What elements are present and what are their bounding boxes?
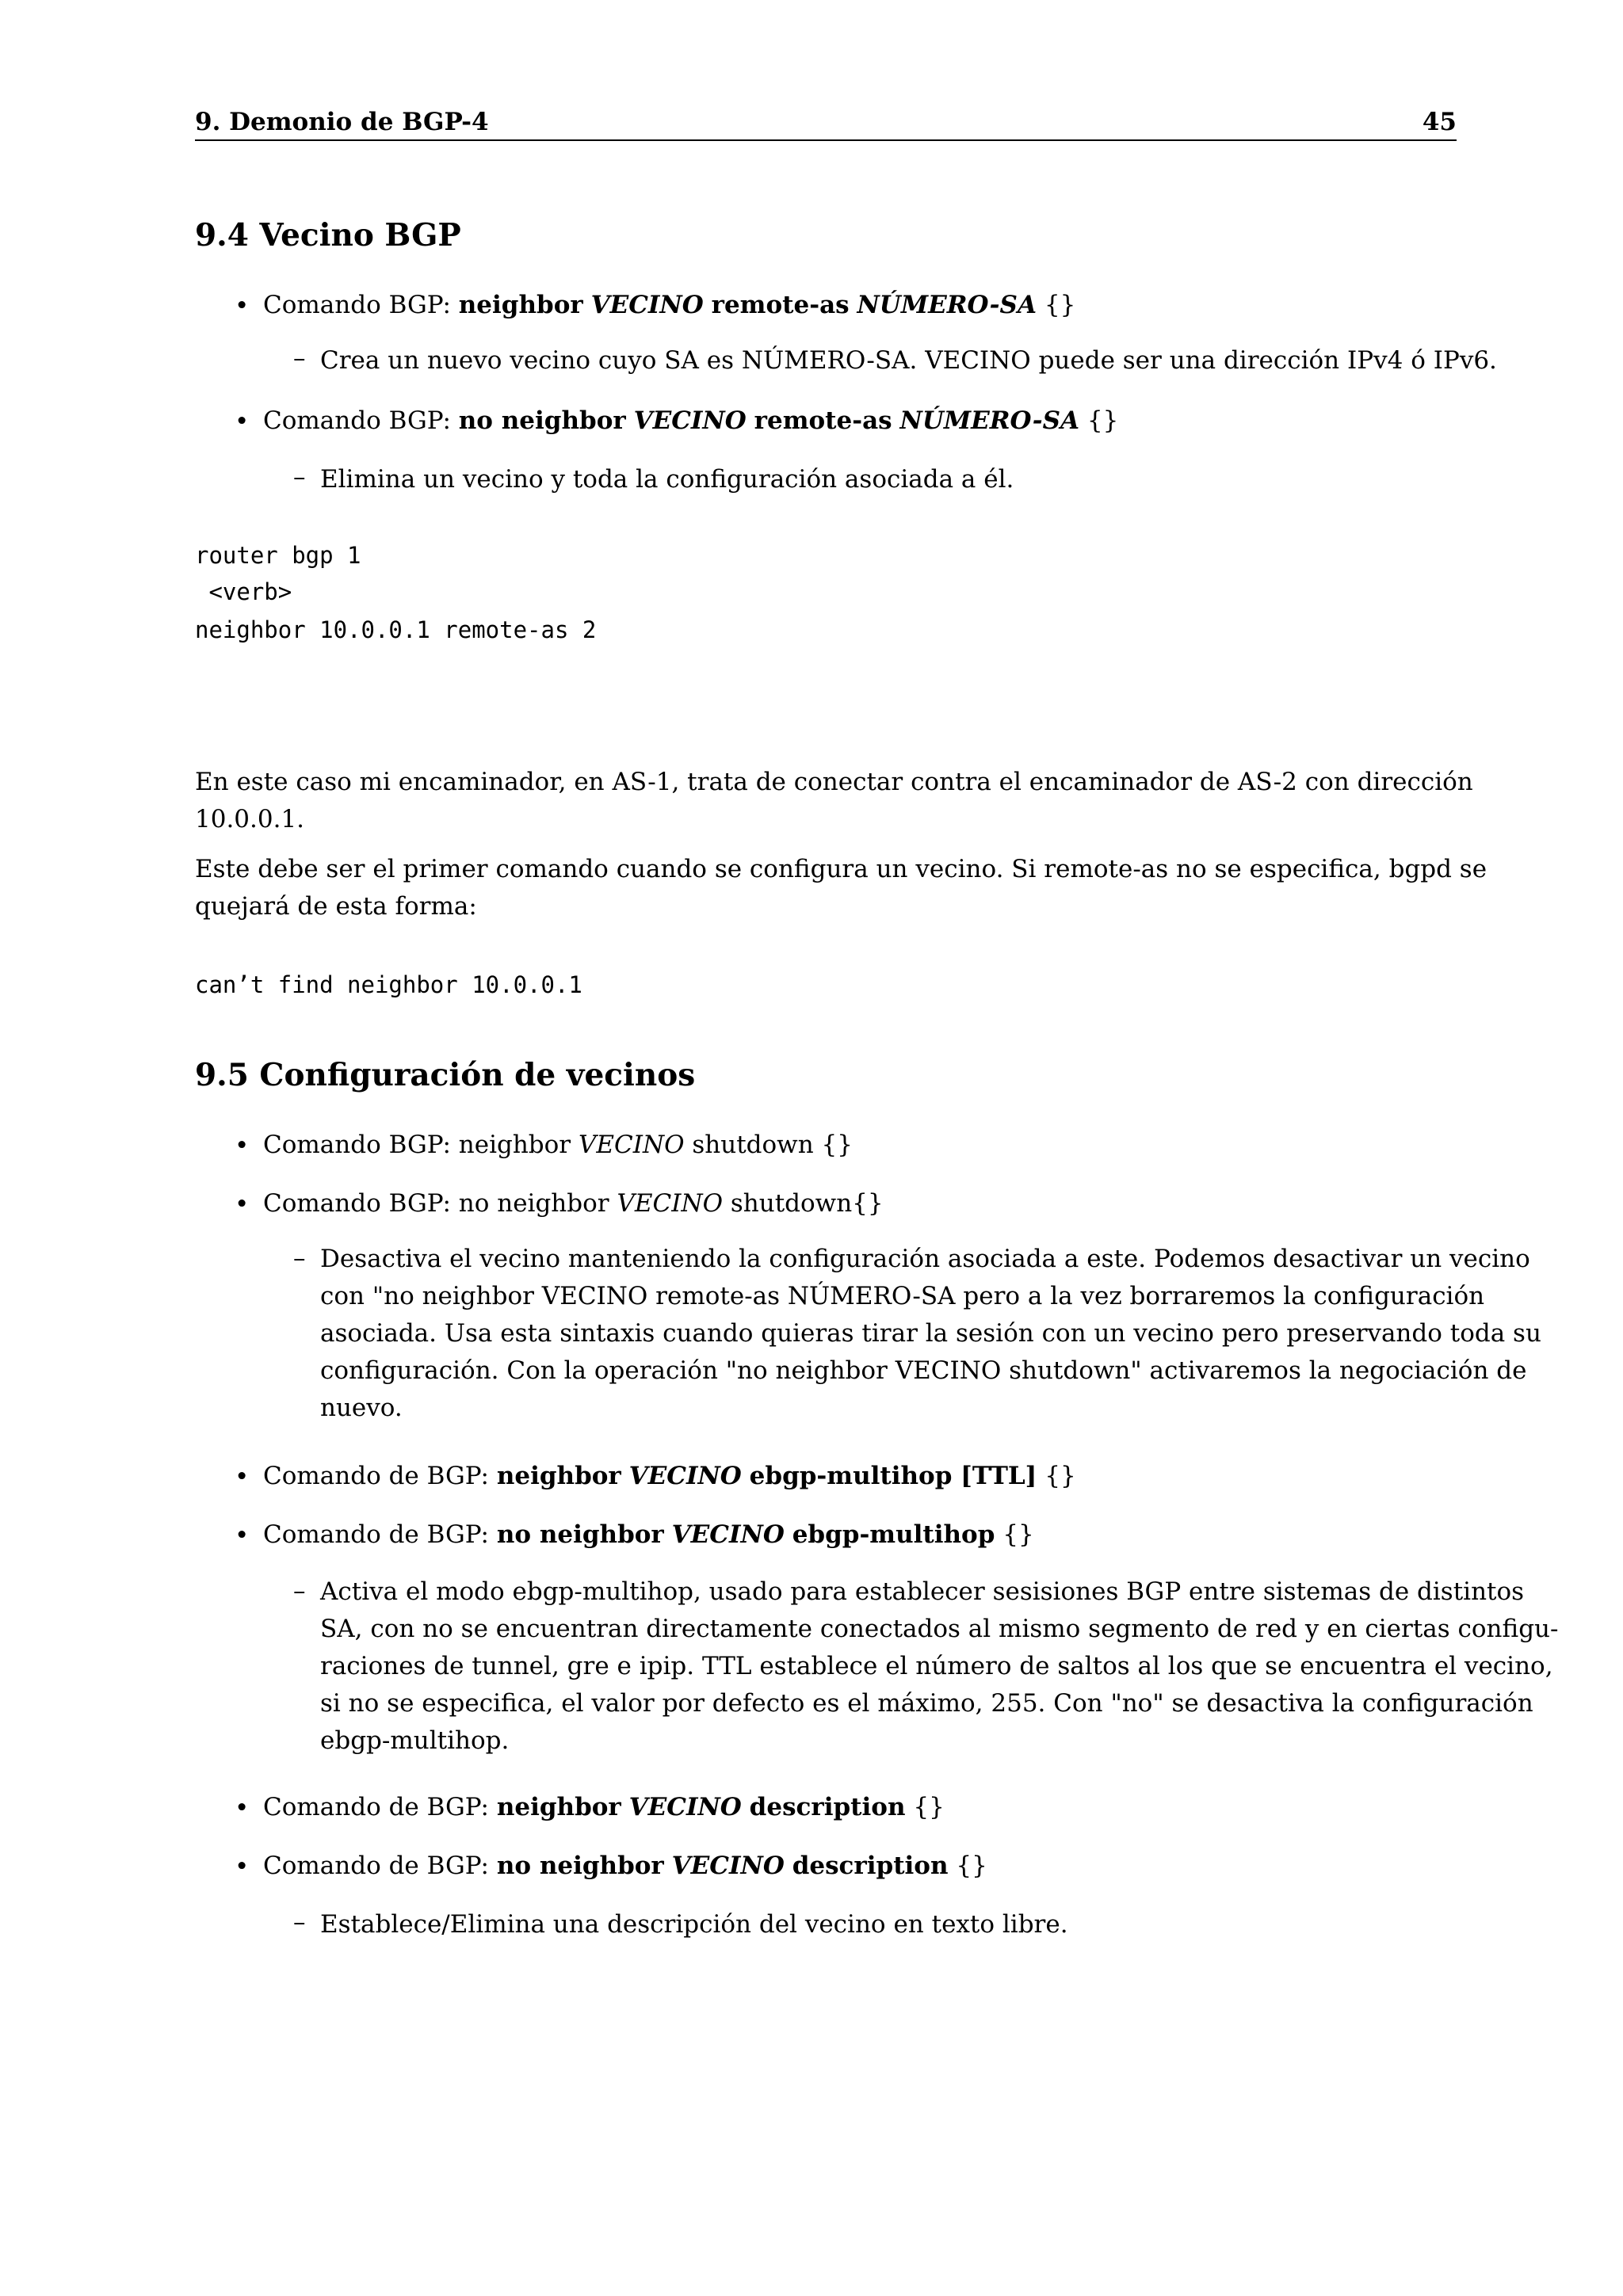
code-line: router bgp 1 bbox=[195, 542, 361, 569]
dash-icon: – bbox=[293, 1577, 306, 1605]
command-keyword: neighbor bbox=[458, 291, 583, 319]
bullet-icon: • bbox=[235, 1794, 250, 1822]
command-description bbox=[320, 1241, 1541, 1427]
item-prefix: Comando BGP: no neighbor bbox=[263, 1189, 617, 1218]
item-prefix: Comando BGP: bbox=[263, 406, 459, 435]
page-number: 45 bbox=[1422, 108, 1457, 136]
paragraph-line: ebgp-multihop. bbox=[320, 1726, 510, 1755]
command-description bbox=[320, 1573, 1559, 1760]
running-header: 9. Demonio de BGP-4 bbox=[195, 108, 489, 136]
command-argument: VECINO bbox=[590, 291, 704, 319]
command-keyword: no neighbor bbox=[496, 1520, 664, 1549]
command-item bbox=[263, 1516, 1034, 1554]
command-item bbox=[263, 1848, 987, 1885]
command-argument: VECINO bbox=[633, 406, 747, 435]
paragraph-line: asociada. Usa esta sintaxis cuando quieras tirar la sesión con un vecino pero preservando toda su bbox=[320, 1319, 1541, 1348]
command-keyword: no neighbor bbox=[458, 406, 626, 435]
paragraph-line: con "no neighbor VECINO remote-as NÚMERO-SA pero a la vez borraremos la configuración bbox=[320, 1282, 1485, 1310]
bullet-icon: • bbox=[235, 1463, 250, 1491]
section-title: 9.4 Vecino BGP bbox=[195, 217, 461, 254]
item-suffix: shutdown{} bbox=[723, 1189, 884, 1218]
item-prefix: Comando BGP: bbox=[263, 291, 459, 319]
item-prefix: Comando de BGP: bbox=[263, 1852, 497, 1880]
code-line: <verb> bbox=[195, 578, 292, 605]
command-item bbox=[263, 402, 1118, 440]
command-keyword: remote-as bbox=[754, 406, 892, 435]
command-keyword: neighbor bbox=[496, 1462, 621, 1490]
command-description: Elimina un vecino y toda la configuración asociada a él. bbox=[320, 465, 1014, 494]
paragraph-line: si no se especifica, el valor por defecto es el máximo, 255. Con "no" se desactiva la configuración bbox=[320, 1689, 1533, 1718]
command-item bbox=[263, 1185, 884, 1222]
section-title: 9.5 Configuración de vecinos bbox=[195, 1057, 696, 1093]
command-item bbox=[263, 1458, 1076, 1495]
command-argument: VECINO bbox=[671, 1520, 785, 1549]
bullet-icon: • bbox=[235, 1190, 250, 1219]
dash-icon: – bbox=[293, 463, 306, 491]
dash-icon: – bbox=[293, 1908, 306, 1936]
command-argument: NÚMERO-SA bbox=[857, 291, 1037, 319]
command-keyword: description bbox=[792, 1852, 949, 1880]
bullet-icon: • bbox=[235, 407, 250, 436]
paragraph bbox=[195, 851, 1487, 925]
braces: {} bbox=[1002, 1520, 1034, 1549]
command-keyword: remote-as bbox=[711, 291, 850, 319]
command-item bbox=[263, 1127, 853, 1164]
paragraph-line: En este caso mi encaminador, en AS-1, trata de conectar contra el encaminador de AS-2 con dirección bbox=[195, 768, 1473, 796]
braces: {} bbox=[913, 1793, 945, 1821]
paragraph-line: 10.0.0.1. bbox=[195, 805, 305, 833]
command-argument: VECINO bbox=[671, 1852, 785, 1880]
paragraph-line: raciones de tunnel, gre e ipip. TTL establece el número de saltos al los que se encuentra el vecino, bbox=[320, 1652, 1553, 1680]
braces: {} bbox=[956, 1852, 987, 1880]
bullet-icon: • bbox=[235, 1521, 250, 1550]
paragraph-line: Activa el modo ebgp-multihop, usado para establecer sesisiones BGP entre sistemas de distintos bbox=[320, 1577, 1525, 1606]
braces: {} bbox=[1044, 1462, 1076, 1490]
paragraph-line: SA, con no se encuentran directamente conectados al mismo segmento de red y en ciertas configu- bbox=[320, 1615, 1559, 1643]
item-prefix: Comando de BGP: bbox=[263, 1793, 497, 1821]
item-prefix: Comando BGP: neighbor bbox=[263, 1131, 579, 1159]
braces: {} bbox=[1086, 406, 1119, 435]
command-keyword: neighbor bbox=[496, 1793, 621, 1821]
command-argument: VECINO bbox=[578, 1131, 685, 1159]
command-argument: VECINO bbox=[628, 1793, 742, 1821]
paragraph-line: Desactiva el vecino manteniendo la configuración asociada a este. Podemos desactivar un vecino bbox=[320, 1245, 1530, 1273]
error-message: can’t find neighbor 10.0.0.1 bbox=[195, 971, 582, 998]
braces: {} bbox=[1044, 291, 1076, 319]
paragraph-line: configuración. Con la operación "no neighbor VECINO shutdown" activaremos la negociación de bbox=[320, 1356, 1527, 1385]
command-argument: VECINO bbox=[617, 1189, 723, 1218]
paragraph-line: Este debe ser el primer comando cuando se configura un vecino. Si remote-as no se especifica, bgpd se bbox=[195, 855, 1487, 883]
command-argument: NÚMERO-SA bbox=[899, 406, 1080, 435]
command-description: Establece/Elimina una descripción del vecino en texto libre. bbox=[320, 1910, 1068, 1939]
item-prefix: Comando de BGP: bbox=[263, 1462, 497, 1490]
command-keyword: no neighbor bbox=[496, 1852, 664, 1880]
paragraph bbox=[195, 764, 1473, 838]
paragraph-line: quejará de esta forma: bbox=[195, 892, 477, 921]
command-description: Crea un nuevo vecino cuyo SA es NÚMERO-SA. VECINO puede ser una dirección IPv4 ó IPv6. bbox=[320, 346, 1497, 375]
dash-icon: – bbox=[293, 344, 306, 372]
command-keyword: ebgp-multihop [TTL] bbox=[749, 1462, 1037, 1490]
bullet-icon: • bbox=[235, 1131, 250, 1160]
code-line: neighbor 10.0.0.1 remote-as 2 bbox=[195, 616, 597, 643]
item-suffix: shutdown {} bbox=[684, 1131, 853, 1159]
header-rule bbox=[195, 139, 1457, 141]
command-keyword: description bbox=[749, 1793, 906, 1821]
command-item bbox=[263, 1789, 945, 1826]
dash-icon: – bbox=[293, 1244, 306, 1272]
bullet-icon: • bbox=[235, 292, 250, 320]
command-argument: VECINO bbox=[628, 1462, 742, 1490]
bullet-icon: • bbox=[235, 1852, 250, 1881]
command-keyword: ebgp-multihop bbox=[792, 1520, 995, 1549]
item-prefix: Comando de BGP: bbox=[263, 1520, 497, 1549]
paragraph-line: nuevo. bbox=[320, 1394, 403, 1422]
command-item bbox=[263, 287, 1075, 324]
